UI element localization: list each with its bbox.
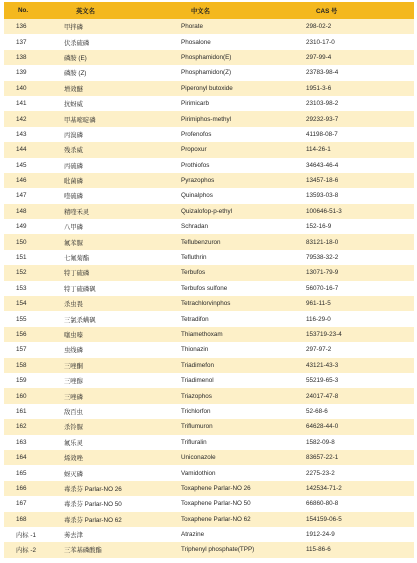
table-row [4, 188, 414, 203]
cell-english-name: Phosphamidon(Z) [177, 65, 302, 80]
cell-no: 164 [4, 450, 62, 465]
cell-chinese-name: 喹硫磷 [62, 188, 177, 203]
cell-chinese-name: 八甲磷 [62, 219, 177, 234]
table-row [4, 542, 414, 557]
table-row [4, 265, 414, 280]
cell-no: 144 [4, 142, 62, 157]
cell-english-name: Profenofos [177, 127, 302, 142]
cell-cas: 114-26-1 [302, 142, 414, 157]
table-header-row [4, 2, 414, 19]
cell-cas: 2310-17-0 [302, 34, 414, 49]
table-container [4, 2, 414, 558]
cell-no: 139 [4, 65, 62, 80]
cell-english-name: Piperonyl butoxide [177, 81, 302, 96]
cell-cas: 153719-23-4 [302, 327, 414, 342]
cell-chinese-name: 杀虫畏 [62, 296, 177, 311]
cell-cas: 154159-06-5 [302, 512, 414, 527]
cell-english-name: Phosphamidon(E) [177, 50, 302, 65]
cell-english-name: Tetrachlorvinphos [177, 296, 302, 311]
cell-cas: 297-99-4 [302, 50, 414, 65]
cell-cas: 29232-93-7 [302, 111, 414, 126]
cell-chinese-name: 甲基嘧啶磷 [62, 111, 177, 126]
cell-chinese-name: 氟苯脲 [62, 234, 177, 249]
cell-no: 158 [4, 358, 62, 373]
cell-english-name: Toxaphene Parlar-NO 50 [177, 496, 302, 511]
cell-cas: 56070-16-7 [302, 281, 414, 296]
cell-no: 155 [4, 311, 62, 326]
table-row [4, 496, 414, 511]
cell-cas: 298-02-2 [302, 19, 414, 34]
table-row [4, 219, 414, 234]
table-row [4, 481, 414, 496]
table-row [4, 527, 414, 542]
cell-chinese-name: 蚜灭磷 [62, 465, 177, 480]
cell-english-name: Tefluthrin [177, 250, 302, 265]
cell-cas: 2275-23-2 [302, 465, 414, 480]
table-row [4, 65, 414, 80]
cell-no: 153 [4, 281, 62, 296]
table-row [4, 388, 414, 403]
cell-chinese-name: 氟乐灵 [62, 435, 177, 450]
cell-cas: 64628-44-0 [302, 419, 414, 434]
cell-no: 内标 -2 [4, 542, 62, 557]
cell-english-name: Triadimenol [177, 373, 302, 388]
cell-cas: 1951-3-6 [302, 81, 414, 96]
cell-cas: 34643-46-4 [302, 158, 414, 173]
cell-no: 137 [4, 34, 62, 49]
cell-no: 163 [4, 435, 62, 450]
cell-chinese-name: 吡菌磷 [62, 173, 177, 188]
cell-english-name: Phosalone [177, 34, 302, 49]
cell-chinese-name: 虫线磷 [62, 342, 177, 357]
cell-cas: 115-86-6 [302, 542, 414, 557]
table-row [4, 450, 414, 465]
header-chinese-name: 英文名 [62, 2, 177, 19]
cell-chinese-name: 丙硫磷 [62, 158, 177, 173]
cell-no: 146 [4, 173, 62, 188]
cell-cas: 100646-51-3 [302, 204, 414, 219]
table-row [4, 111, 414, 126]
cell-english-name: Toxaphene Parlar-NO 26 [177, 481, 302, 496]
cell-no: 166 [4, 481, 62, 496]
table-row [4, 81, 414, 96]
cell-chinese-name: 甲拌磷 [62, 19, 177, 34]
cell-no: 148 [4, 204, 62, 219]
cell-cas: 13071-79-9 [302, 265, 414, 280]
table-row [4, 127, 414, 142]
cell-chinese-name: 三唑醇 [62, 373, 177, 388]
cell-cas: 23103-98-2 [302, 96, 414, 111]
pesticide-table [4, 2, 414, 558]
cell-english-name: Pyrazophos [177, 173, 302, 188]
table-row [4, 404, 414, 419]
cell-chinese-name: 特丁硫磷 [62, 265, 177, 280]
cell-no: 157 [4, 342, 62, 357]
table-row [4, 435, 414, 450]
cell-english-name: Uniconazole [177, 450, 302, 465]
header-no: No. [4, 2, 62, 19]
cell-english-name: Pirimicarb [177, 96, 302, 111]
cell-chinese-name: 敌百虫 [62, 404, 177, 419]
cell-chinese-name: 毒杀芬 Parlar-NO 50 [62, 496, 177, 511]
table-row [4, 34, 414, 49]
cell-chinese-name: 三氯杀螨砜 [62, 311, 177, 326]
cell-cas: 297-97-2 [302, 342, 414, 357]
cell-chinese-name: 烯效唑 [62, 450, 177, 465]
cell-no: 内标 -1 [4, 527, 62, 542]
cell-chinese-name: 抗蚜威 [62, 96, 177, 111]
cell-cas: 1582-09-8 [302, 435, 414, 450]
cell-english-name: Propoxur [177, 142, 302, 157]
cell-english-name: Quizalofop-p-ethyl [177, 204, 302, 219]
cell-chinese-name: 特丁硫磷砜 [62, 281, 177, 296]
table-row [4, 50, 414, 65]
cell-english-name: Terbufos sulfone [177, 281, 302, 296]
cell-english-name: Phorate [177, 19, 302, 34]
cell-chinese-name: 增效醚 [62, 81, 177, 96]
cell-cas: 24017-47-8 [302, 388, 414, 403]
cell-chinese-name: 三唑磷 [62, 388, 177, 403]
cell-chinese-name: 磷胺 (E) [62, 50, 177, 65]
cell-cas: 13593-03-8 [302, 188, 414, 203]
table-row [4, 311, 414, 326]
cell-cas: 142534-71-2 [302, 481, 414, 496]
header-cas: CAS 号 [302, 2, 414, 19]
cell-english-name: Thiamethoxam [177, 327, 302, 342]
cell-cas: 55219-65-3 [302, 373, 414, 388]
cell-cas: 13457-18-6 [302, 173, 414, 188]
table-row [4, 19, 414, 34]
cell-chinese-name: 莠去津 [62, 527, 177, 542]
cell-english-name: Triflumuron [177, 419, 302, 434]
cell-english-name: Schradan [177, 219, 302, 234]
cell-cas: 1912-24-9 [302, 527, 414, 542]
cell-no: 138 [4, 50, 62, 65]
cell-no: 159 [4, 373, 62, 388]
cell-english-name: Quinalphos [177, 188, 302, 203]
cell-english-name: Prothiofos [177, 158, 302, 173]
table-row [4, 373, 414, 388]
cell-chinese-name: 残杀威 [62, 142, 177, 157]
cell-no: 150 [4, 234, 62, 249]
cell-cas: 961-11-5 [302, 296, 414, 311]
table-body [4, 19, 414, 558]
cell-no: 154 [4, 296, 62, 311]
cell-no: 147 [4, 188, 62, 203]
cell-chinese-name: 精喹禾灵 [62, 204, 177, 219]
cell-no: 140 [4, 81, 62, 96]
table-row [4, 250, 414, 265]
table-row [4, 204, 414, 219]
cell-cas: 52-68-6 [302, 404, 414, 419]
cell-chinese-name: 杀铃脲 [62, 419, 177, 434]
cell-english-name: Teflubenzuron [177, 234, 302, 249]
cell-no: 156 [4, 327, 62, 342]
cell-no: 160 [4, 388, 62, 403]
cell-english-name: Vamidothion [177, 465, 302, 480]
cell-english-name: Toxaphene Parlar-NO 62 [177, 512, 302, 527]
cell-no: 161 [4, 404, 62, 419]
table-row [4, 342, 414, 357]
cell-english-name: Tetradifon [177, 311, 302, 326]
cell-chinese-name: 三唑酮 [62, 358, 177, 373]
cell-chinese-name: 噻虫嗪 [62, 327, 177, 342]
cell-cas: 79538-32-2 [302, 250, 414, 265]
table-row [4, 173, 414, 188]
cell-english-name: Triazophos [177, 388, 302, 403]
cell-chinese-name: 丙溴磷 [62, 127, 177, 142]
cell-english-name: Trifluralin [177, 435, 302, 450]
cell-english-name: Atrazine [177, 527, 302, 542]
cell-no: 145 [4, 158, 62, 173]
table-row [4, 234, 414, 249]
cell-chinese-name: 磷胺 (Z) [62, 65, 177, 80]
cell-english-name: Thionazin [177, 342, 302, 357]
table-row [4, 327, 414, 342]
cell-cas: 23783-98-4 [302, 65, 414, 80]
cell-chinese-name: 伏杀硫磷 [62, 34, 177, 49]
cell-english-name: Terbufos [177, 265, 302, 280]
table-row [4, 419, 414, 434]
cell-no: 162 [4, 419, 62, 434]
cell-cas: 66860-80-8 [302, 496, 414, 511]
cell-no: 167 [4, 496, 62, 511]
cell-chinese-name: 毒杀芬 Parlar-NO 26 [62, 481, 177, 496]
cell-cas: 116-29-0 [302, 311, 414, 326]
cell-english-name: Triadimefon [177, 358, 302, 373]
cell-no: 142 [4, 111, 62, 126]
cell-cas: 83657-22-1 [302, 450, 414, 465]
cell-english-name: Triphenyl phosphate(TPP) [177, 542, 302, 557]
header-english-name: 中文名 [177, 2, 302, 19]
cell-cas: 43121-43-3 [302, 358, 414, 373]
cell-cas: 41198-08-7 [302, 127, 414, 142]
cell-no: 151 [4, 250, 62, 265]
cell-no: 149 [4, 219, 62, 234]
table-row [4, 512, 414, 527]
cell-no: 143 [4, 127, 62, 142]
table-row [4, 281, 414, 296]
cell-english-name: Pirimiphos-methyl [177, 111, 302, 126]
table-row [4, 142, 414, 157]
table-row [4, 358, 414, 373]
cell-no: 136 [4, 19, 62, 34]
cell-cas: 152-16-9 [302, 219, 414, 234]
table-row [4, 465, 414, 480]
table-row [4, 96, 414, 111]
cell-no: 141 [4, 96, 62, 111]
cell-no: 152 [4, 265, 62, 280]
cell-chinese-name: 三苯基磷酸酯 [62, 542, 177, 557]
cell-no: 165 [4, 465, 62, 480]
cell-english-name: Trichlorfon [177, 404, 302, 419]
cell-chinese-name: 毒杀芬 Parlar-NO 62 [62, 512, 177, 527]
table-row [4, 296, 414, 311]
cell-no: 168 [4, 512, 62, 527]
cell-chinese-name: 七氟菊酯 [62, 250, 177, 265]
cell-cas: 83121-18-0 [302, 234, 414, 249]
table-row [4, 158, 414, 173]
